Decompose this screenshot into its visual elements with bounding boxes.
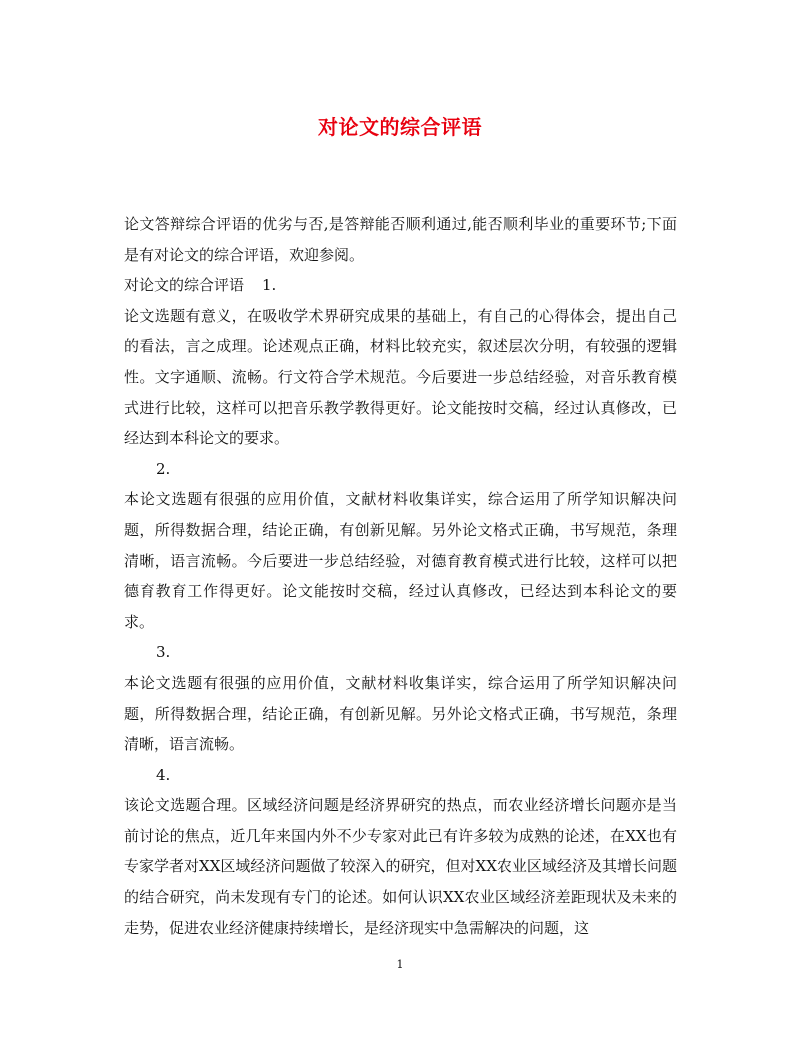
intro-paragraph: 论文答辩综合评语的优劣与否,是答辩能否顺利通过,能否顺利毕业的重要环节;下面是有对论文的综合评语，欢迎参阅。 xyxy=(124,215,677,264)
comment-paragraph: 该论文选题合理。区域经济问题是经济界研究的热点，而农业经济增长问题亦是当前讨论的焦点，近几年来国内外不少专家对此已有许多较为成熟的论述，在XX也有专家学者对XX区域经济问题做了较深入的研究，但对XX农业区域经济及其增长问题的结合研究，尚未发现有专门的论述。如何认识XX农业区域经济差距现状及未来的走势，促进农业经济健康持续增长，是经济现实中急需解决的问题，这 xyxy=(124,796,677,937)
comment-paragraph: 本论文选题有很强的应用价值，文献材料收集详实，综合运用了所学知识解决问题，所得数据合理，结论正确，有创新见解。另外论文格式正确，书写规范，条理清晰，语言流畅。 xyxy=(124,673,677,754)
section-number: 1. xyxy=(262,276,277,295)
section-heading xyxy=(124,270,677,301)
document-body xyxy=(124,209,677,943)
section-number: 2. xyxy=(156,459,171,478)
comment-paragraph: 本论文选题有很强的应用价值，文献材料收集详实，综合运用了所学知识解决问题，所得数据合理，结论正确，有创新见解。另外论文格式正确，书写规范，条理清晰，语言流畅。今后要进一步总结经验，对德育教育模式进行比较，这样可以把德育教育工作得更好。论文能按时交稿，经过认真修改，已经达到本科论文的要求。 xyxy=(124,490,677,631)
section-number: 3. xyxy=(156,643,171,662)
section-heading-label: 对论文的综合评语 xyxy=(124,276,245,295)
comment-paragraph: 论文选题有意义，在吸收学术界研究成果的基础上，有自己的心得体会，提出自己的看法，言之成理。论述观点正确，材料比较充实，叙述层次分明，有较强的逻辑性。文字通顺、流畅。行文符合学术规范。今后要进一步总结经验，对音乐教育模式进行比较，这样可以把音乐教学教得更好。论文能按时交稿，经过认真修改，已经达到本科论文的要求。 xyxy=(124,306,677,448)
section-number: 4. xyxy=(156,765,171,784)
document-title: 对论文的综合评语 xyxy=(318,115,482,139)
page-number: 1 xyxy=(396,958,404,971)
